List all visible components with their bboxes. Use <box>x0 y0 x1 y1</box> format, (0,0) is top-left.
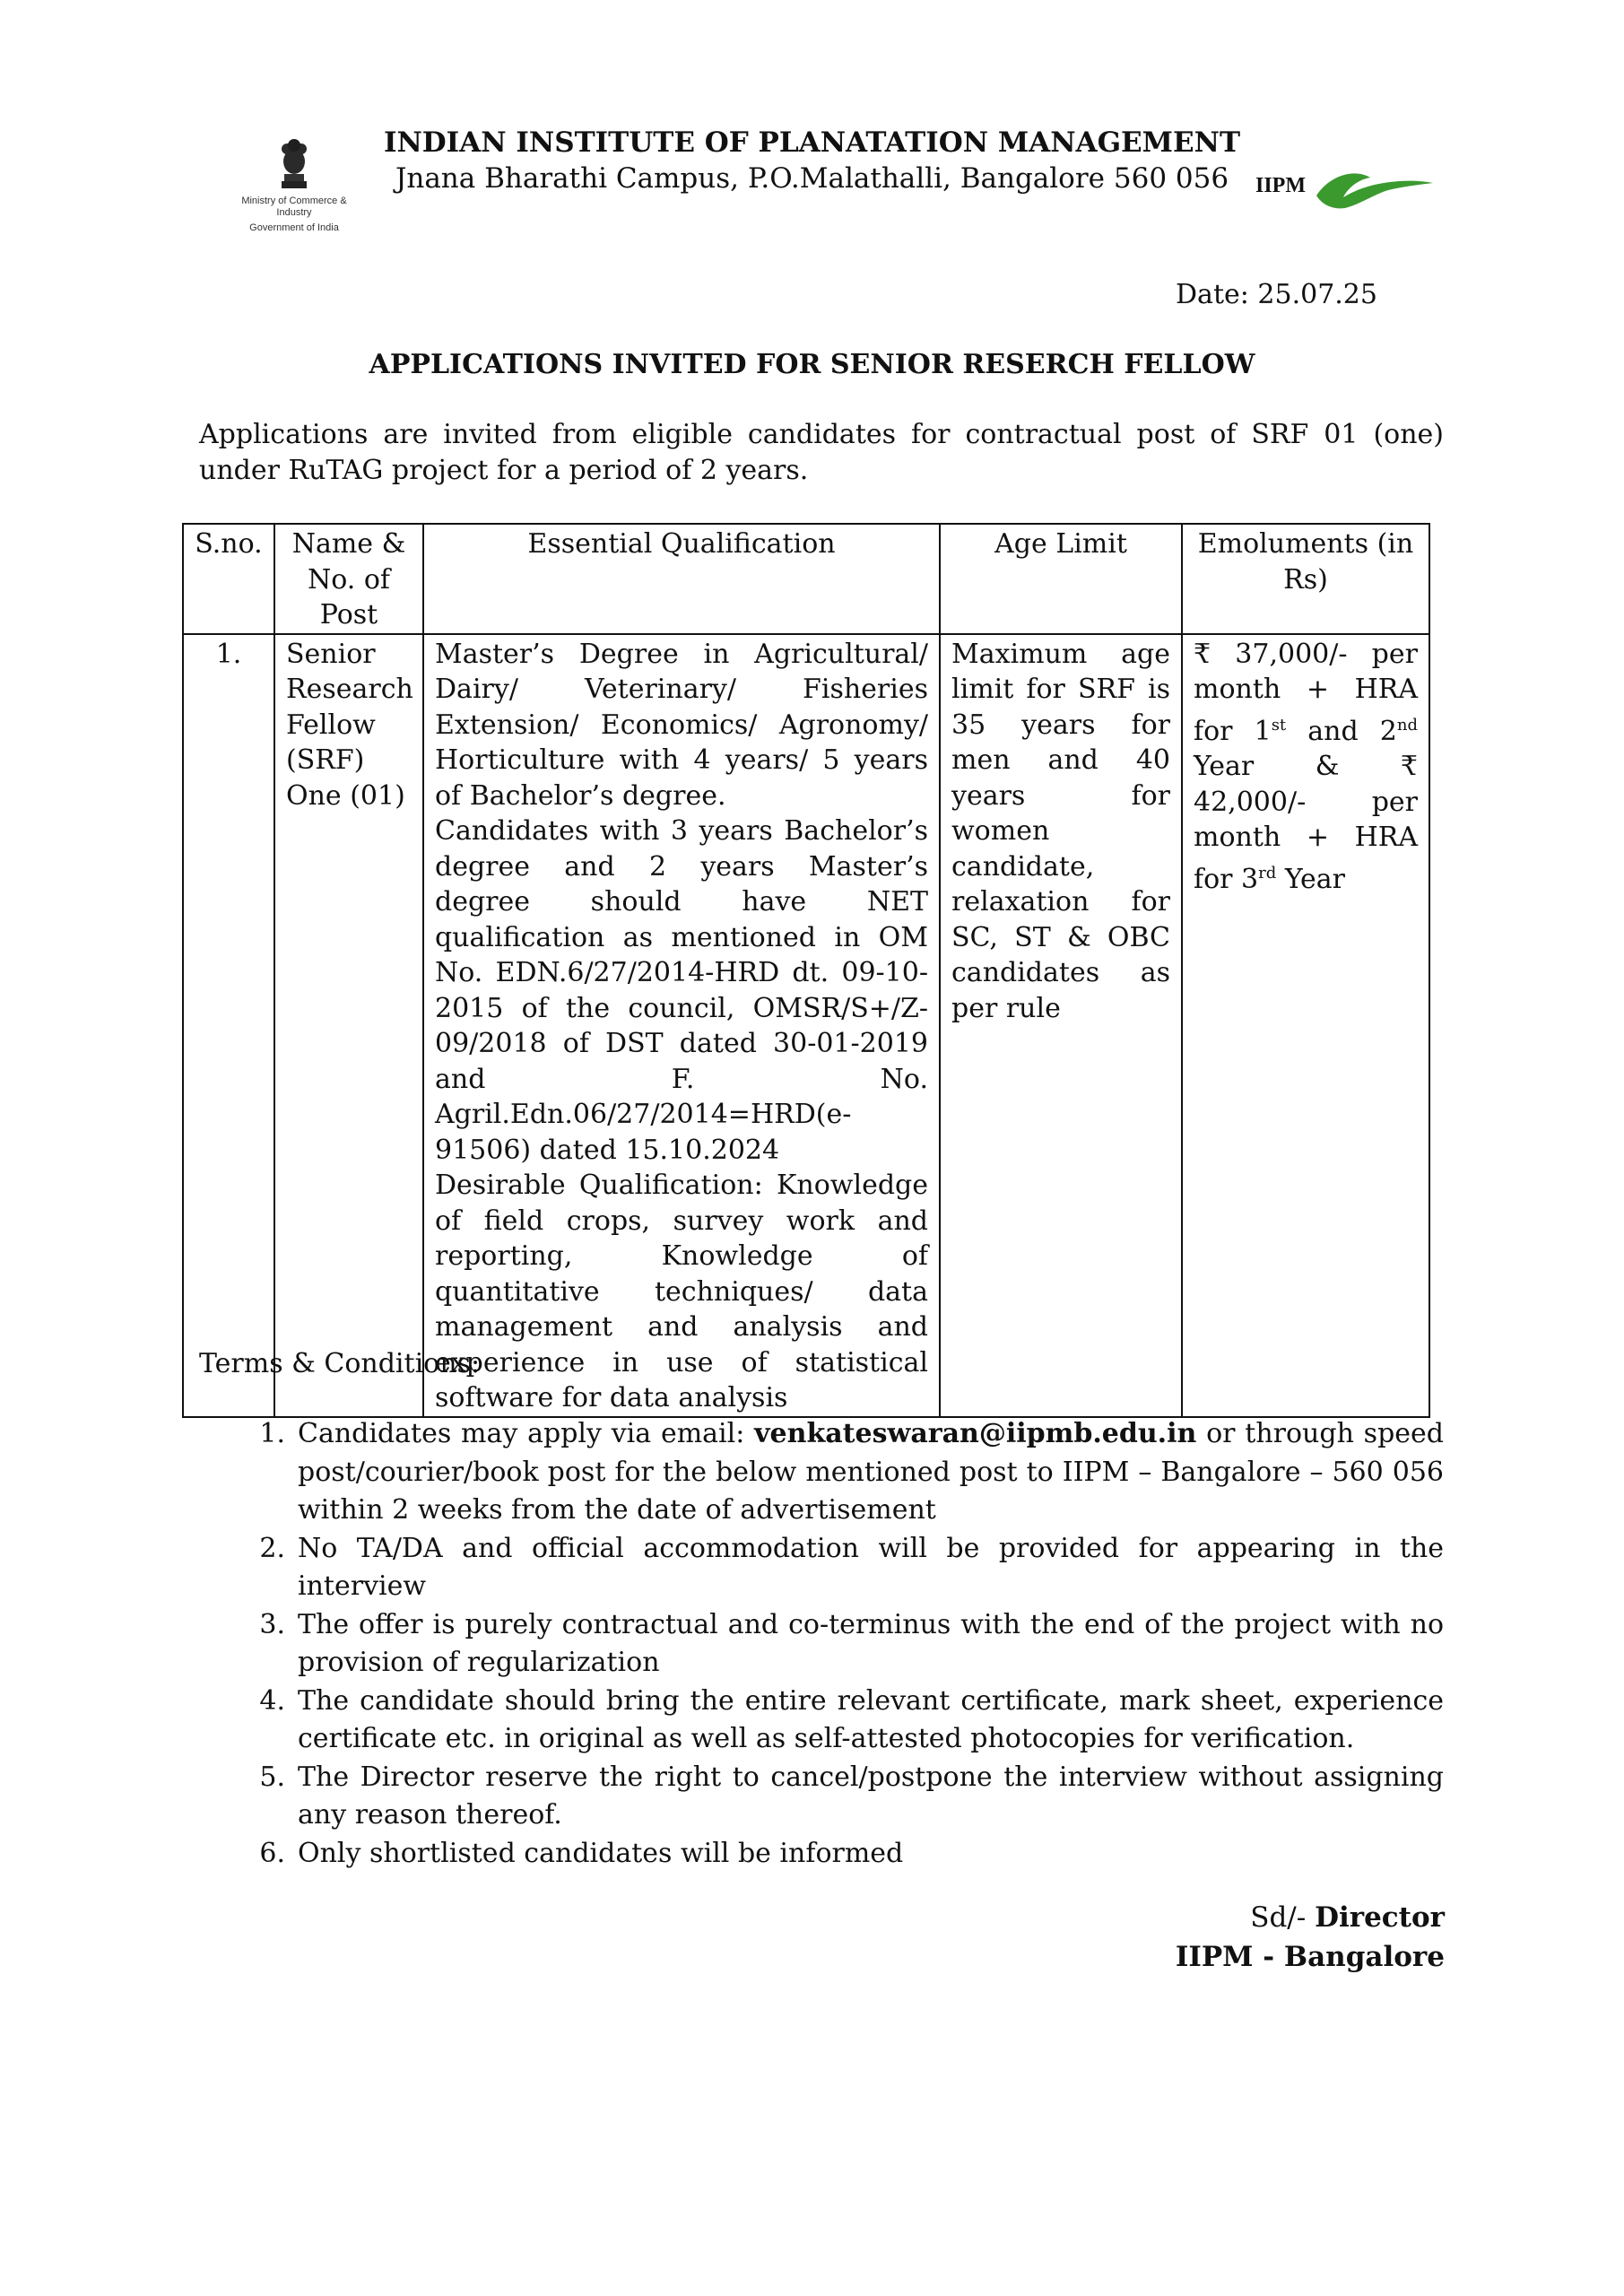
header-qualification: Essential Qualification <box>423 524 940 634</box>
list-item <box>199 1759 1444 1835</box>
signature-place: IIPM - Bangalore <box>1175 1941 1445 1973</box>
cell-emoluments <box>1182 634 1429 1417</box>
signature-designation: Director <box>1315 1901 1445 1934</box>
term-text: The candidate should bring the entire relevant certificate, mark sheet, experience certificate etc. in original as well as self-attested photocopies for verification. <box>298 1684 1444 1754</box>
emoluments-part-a: ₹ 37,000/- per month + HRA for 1 <box>1194 638 1418 747</box>
list-item <box>199 1683 1444 1759</box>
header-post-name: Name & No. of Post <box>274 524 423 634</box>
term-text: No TA/DA and official accommodation will be provided for appearing in the interview <box>298 1532 1444 1602</box>
emoluments-sup-2: nd <box>1396 715 1418 735</box>
document-date: Date: 25.07.25 <box>1176 279 1377 310</box>
header-emoluments: Emoluments (in Rs) <box>1182 524 1429 634</box>
emoluments-sup-3: rd <box>1258 863 1277 883</box>
cell-age-limit: Maximum age limit for SRF is 35 years for men and 40 years for women candidate, relaxation for SC, ST & OBC candidates as per rule <box>940 634 1182 1417</box>
list-item <box>199 1835 1444 1874</box>
term-number: 6. <box>259 1837 285 1869</box>
term-number: 2. <box>259 1532 285 1564</box>
qualification-essential: Master’s Degree in Agricultural/ Dairy/ Veterinary/ Fisheries Extension/ Economics/ Agronomy/ Horticulture with 4 years/ 5 years of Bachelor’s degree. <box>435 638 928 812</box>
list-item <box>199 1415 1444 1530</box>
intro-paragraph: Applications are invited from eligible candidates for contractual post of SRF 01 (one) under RuTAG project for a period of 2 years. <box>199 419 1444 486</box>
signature-prefix: Sd/- <box>1250 1901 1316 1934</box>
term-number: 5. <box>259 1761 285 1793</box>
header-sno: S.no. <box>183 524 274 634</box>
term-text: Only shortlisted candidates will be informed <box>298 1837 904 1869</box>
cell-post-name: Senior Research Fellow (SRF) One (01) <box>274 634 423 1417</box>
qualification-desirable: Desirable Qualification: Knowledge of field crops, survey work and reporting, Knowledge of quantitative techniques/ data management and analysis and experience in use of statistical software for data analysis <box>435 1170 928 1413</box>
logo-text: IIPM <box>1255 174 1306 197</box>
table-row <box>183 634 1429 1417</box>
table-header-row <box>183 524 1429 634</box>
terms-heading: Terms & Conditions: <box>199 1348 481 1379</box>
term-text: Candidates may apply via email: <box>298 1418 755 1449</box>
qualification-net: Candidates with 3 years Bachelor’s degree and 2 years Master’s degree should have NET qualification as mentioned in OM No. EDN.6/27/2014-HRD dt. 09-10-2015 of the council, OMSR/S+/Z-09/2018 of DST dated 30-01-2019 and F. No. Agril.Edn.06/27/2014=HRD(e-91506) dated 15.10.2024 <box>435 815 928 1166</box>
cell-qualification <box>423 634 940 1417</box>
list-item <box>199 1530 1444 1606</box>
leaf-swoosh-icon <box>1313 165 1435 212</box>
iipm-logo <box>1255 161 1435 215</box>
list-item <box>199 1606 1444 1683</box>
emoluments-part-d: Year <box>1276 863 1345 895</box>
post-details-table <box>182 523 1430 1418</box>
ministry-line-1: Ministry of Commerce & Industry <box>241 196 347 218</box>
term-text-continued: or through speed post/courier/book post for the below mentioned post to IIPM – Bangalore – 560 056 within 2 weeks from the date of advertisement <box>298 1418 1444 1526</box>
contact-email-link[interactable]: venkateswaran@iipmb.edu.in <box>754 1418 1197 1449</box>
signature-line <box>1250 1900 1445 1935</box>
institute-address: Jnana Bharathi Campus, P.O.Malathalli, Bangalore 560 056 <box>395 162 1229 195</box>
terms-list <box>199 1415 1444 1873</box>
term-number: 1. <box>259 1418 285 1449</box>
institute-name: INDIAN INSTITUTE OF PLANATATION MANAGEMENT <box>383 126 1241 159</box>
notice-title: APPLICATIONS INVITED FOR SENIOR RESERCH FELLOW <box>369 349 1255 380</box>
term-text: The offer is purely contractual and co-terminus with the end of the project with no provision of regularization <box>298 1608 1444 1678</box>
emoluments-sup-1: st <box>1271 715 1287 735</box>
header-age-limit: Age Limit <box>940 524 1182 634</box>
term-number: 4. <box>259 1684 285 1717</box>
emoluments-part-b: and 2 <box>1286 715 1397 747</box>
ministry-line-2: Government of India <box>249 222 339 233</box>
term-number: 3. <box>259 1608 285 1640</box>
cell-sno: 1. <box>183 634 274 1417</box>
term-text: The Director reserve the right to cancel/postpone the interview without assigning any reason thereof. <box>298 1761 1444 1831</box>
emoluments-part-c: Year & ₹ 42,000/- per month + HRA for 3 <box>1194 751 1418 895</box>
